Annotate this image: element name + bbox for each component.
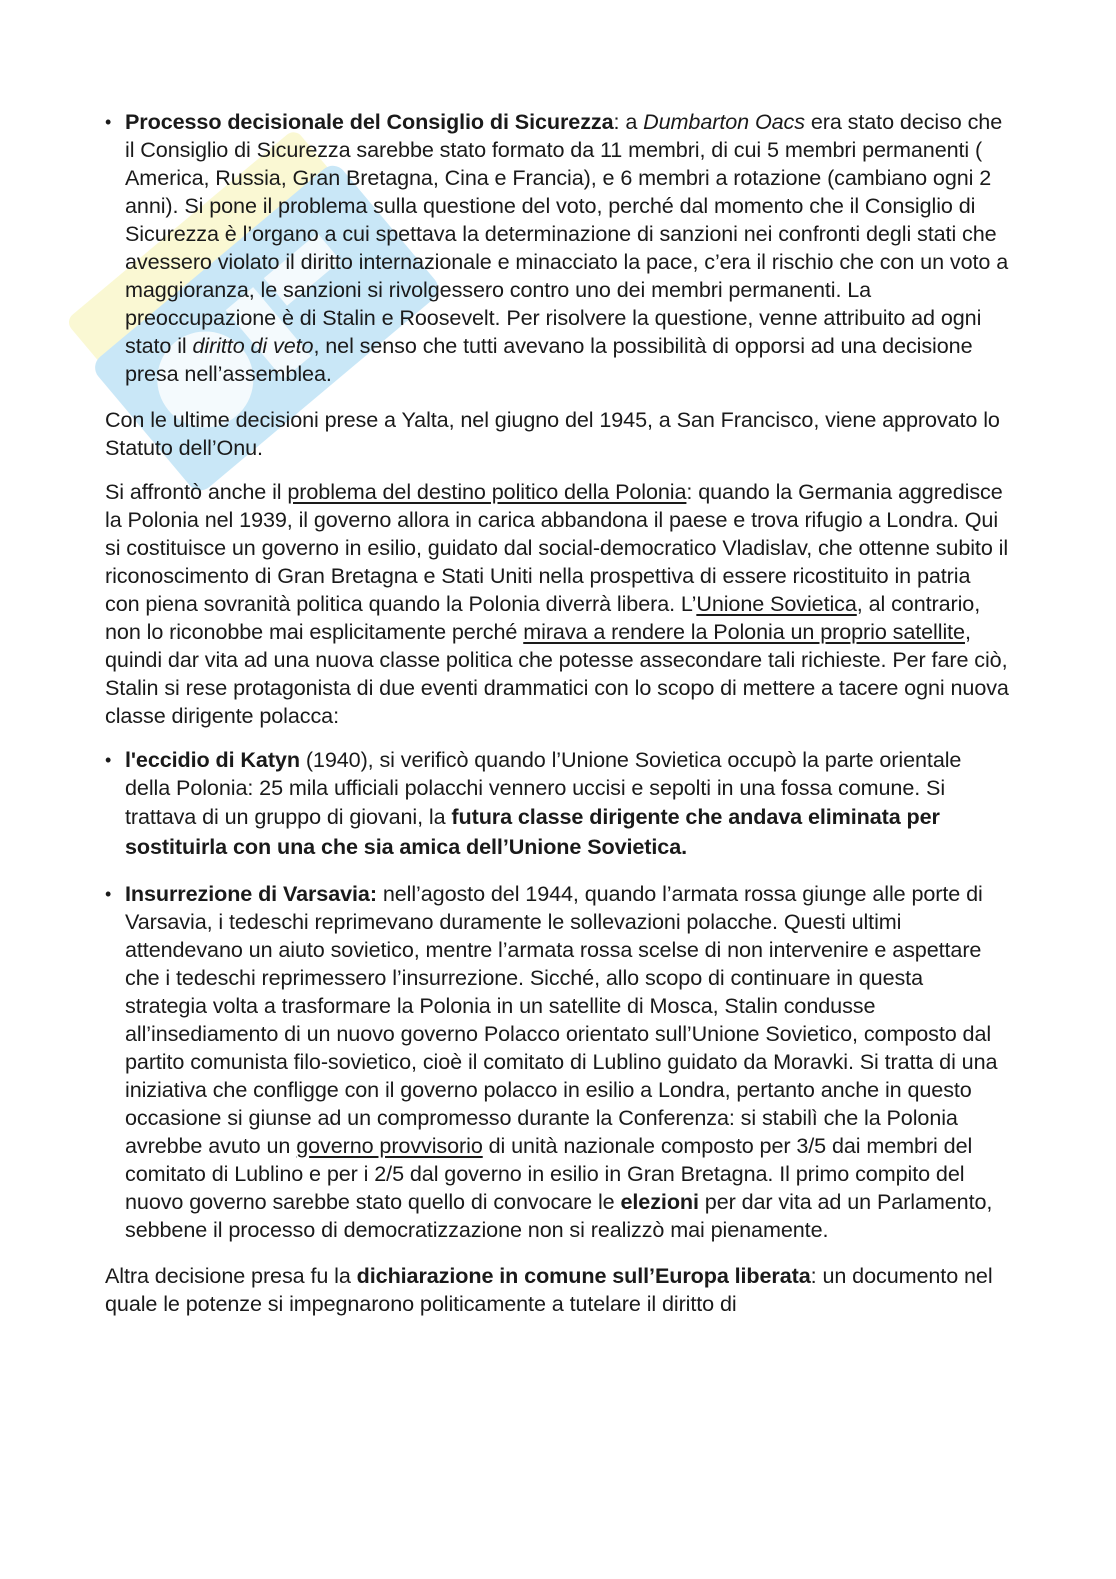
bold-run: futura classe dirigente che andava eliminata per sostituirla con una che sia amica dell’Unione Sovietica.: [125, 804, 940, 859]
text-run: , nel senso che tutti avevano la possibilità di opporsi ad una decisione presa nell’assemblea.: [125, 333, 973, 386]
underlined-run: Unione Sovietica: [696, 591, 857, 616]
paragraph-statuto-onu: Con le ultime decisioni prese a Yalta, nel giugno del 1945, a San Francisco, viene approvato lo Statuto dell’Onu.: [105, 407, 1000, 460]
underlined-run: problema del destino politico della Polonia: [287, 479, 687, 504]
underlined-run: mirava a rendere la Polonia un proprio satellite: [523, 619, 965, 644]
bullet-title: Insurrezione di Varsavia:: [125, 881, 377, 906]
text-run: : quando la Germania aggredisce la Polonia nel 1939, il governo allora in carica abbandona il paese e trova rifugio a Londra. Qui si costituisce un governo in esilio, guidato dal social-democratico Vladislav, che ottenne subito il riconoscimento di Gran Bretagna e Stati Uniti nella prospettiva di essere ricostituito in patria con piena sovranità politica quando la Polonia diverrà libera. L’: [105, 479, 1009, 616]
document-page: [105, 108, 1010, 1334]
text-run: nell’agosto del 1944, quando l’armata rossa giunge alle porte di Varsavia, i tedeschi reprimevano duramente le sollevazioni polacche. Questi ultimi attendevano un aiuto sovietico, mentre l’armata rossa scelse di non intervenire e aspettare che i tedeschi reprimessero l’insurrezione. Sicché, allo scopo di continuare in questa strategia volta a trasformare la Polonia in un satellite di Mosca, Stalin condusse all’insediamento di un nuovo governo Polacco orientato sull’Unione Sovietico, composto dal partito comunista filo-sovietico, cioè il comitato di Lublino guidato da Moravki. Si tratta di una iniziativa che confligge con il governo polacco in esilio a Londra, pertanto anche in questo occasione si giunse ad un compromesso durante la Conferenza: si stabilì che la Polonia avrebbe avuto un: [125, 881, 998, 1158]
bold-run: elezioni: [620, 1189, 699, 1214]
bullet-consiglio-sicurezza: [105, 108, 1010, 388]
bullet-title: l'eccidio di Katyn: [125, 747, 300, 772]
italic-run: Dumbarton Oacs: [643, 109, 805, 134]
italic-run: diritto di veto: [192, 333, 314, 358]
bullet-varsavia: [105, 880, 1010, 1244]
bold-run: dichiarazione in comune sull’Europa liberata: [356, 1263, 811, 1288]
text-run: : un documento nel quale le potenze si impegnarono politicamente a tutelare il diritto di: [105, 1263, 993, 1316]
text-run: : a: [613, 109, 644, 134]
text-run: (1940), si verificò quando l’Unione Sovietica occupò la parte orientale della Polonia: 25 mila ufficiali polacchi vennero uccisi e sepolti in una fossa comune. Si trattava di un gruppo di giovani, la: [125, 747, 962, 829]
text-run: per dar vita ad un Parlamento, sebbene il processo di democratizzazione non si realizzò mai pienamente.: [125, 1189, 993, 1242]
bullet-title: Processo decisionale del Consiglio di Sicurezza: [125, 109, 614, 134]
text-run: , al contrario, non lo riconobbe mai esplicitamente perché: [105, 591, 981, 644]
bullet-katyn: [105, 746, 1010, 862]
text-run: Si affrontò anche il: [105, 479, 288, 504]
paragraph-europa-liberata: [105, 1262, 1010, 1318]
text-run: Altra decisione presa fu la: [105, 1263, 357, 1288]
text-run: , quindi dar vita ad una nuova classe politica che potesse assecondare tali richieste. Per fare ciò, Stalin si rese protagonista di due eventi drammatici con lo scopo di mettere a tacere ogni nuova classe dirigente polacca:: [105, 619, 1009, 728]
underlined-run: governo provvisorio: [296, 1133, 483, 1158]
text-run: di unità nazionale composto per 3/5 dai membri del comitato di Lublino e per i 2/5 dal governo in esilio in Gran Bretagna. Il primo compito del nuovo governo sarebbe stato quello di convocare le: [125, 1133, 973, 1214]
paragraph-polonia: [105, 478, 1010, 730]
text-run: era stato deciso che il Consiglio di Sicurezza sarebbe stato formato da 11 membri, di cui 5 membri permanenti ( America, Russia, Gran Bretagna, Cina e Francia), e 6 membri a rotazione (cambiano ogni 2 anni). Si pone il problema sulla questione del voto, perché dal momento che il Consiglio di Sicurezza è l’organo a cui spettava la determinazione di sanzioni nei confronti degli stati che avessero violato il diritto internazionale e minacciato la pace, c’era il rischio che con un voto a maggioranza, le sanzioni si rivolgessero contro uno dei membri permanenti. La preoccupazione è di Stalin e Roosevelt. Per risolvere la questione, venne attribuito ad ogni stato il: [125, 109, 1009, 358]
